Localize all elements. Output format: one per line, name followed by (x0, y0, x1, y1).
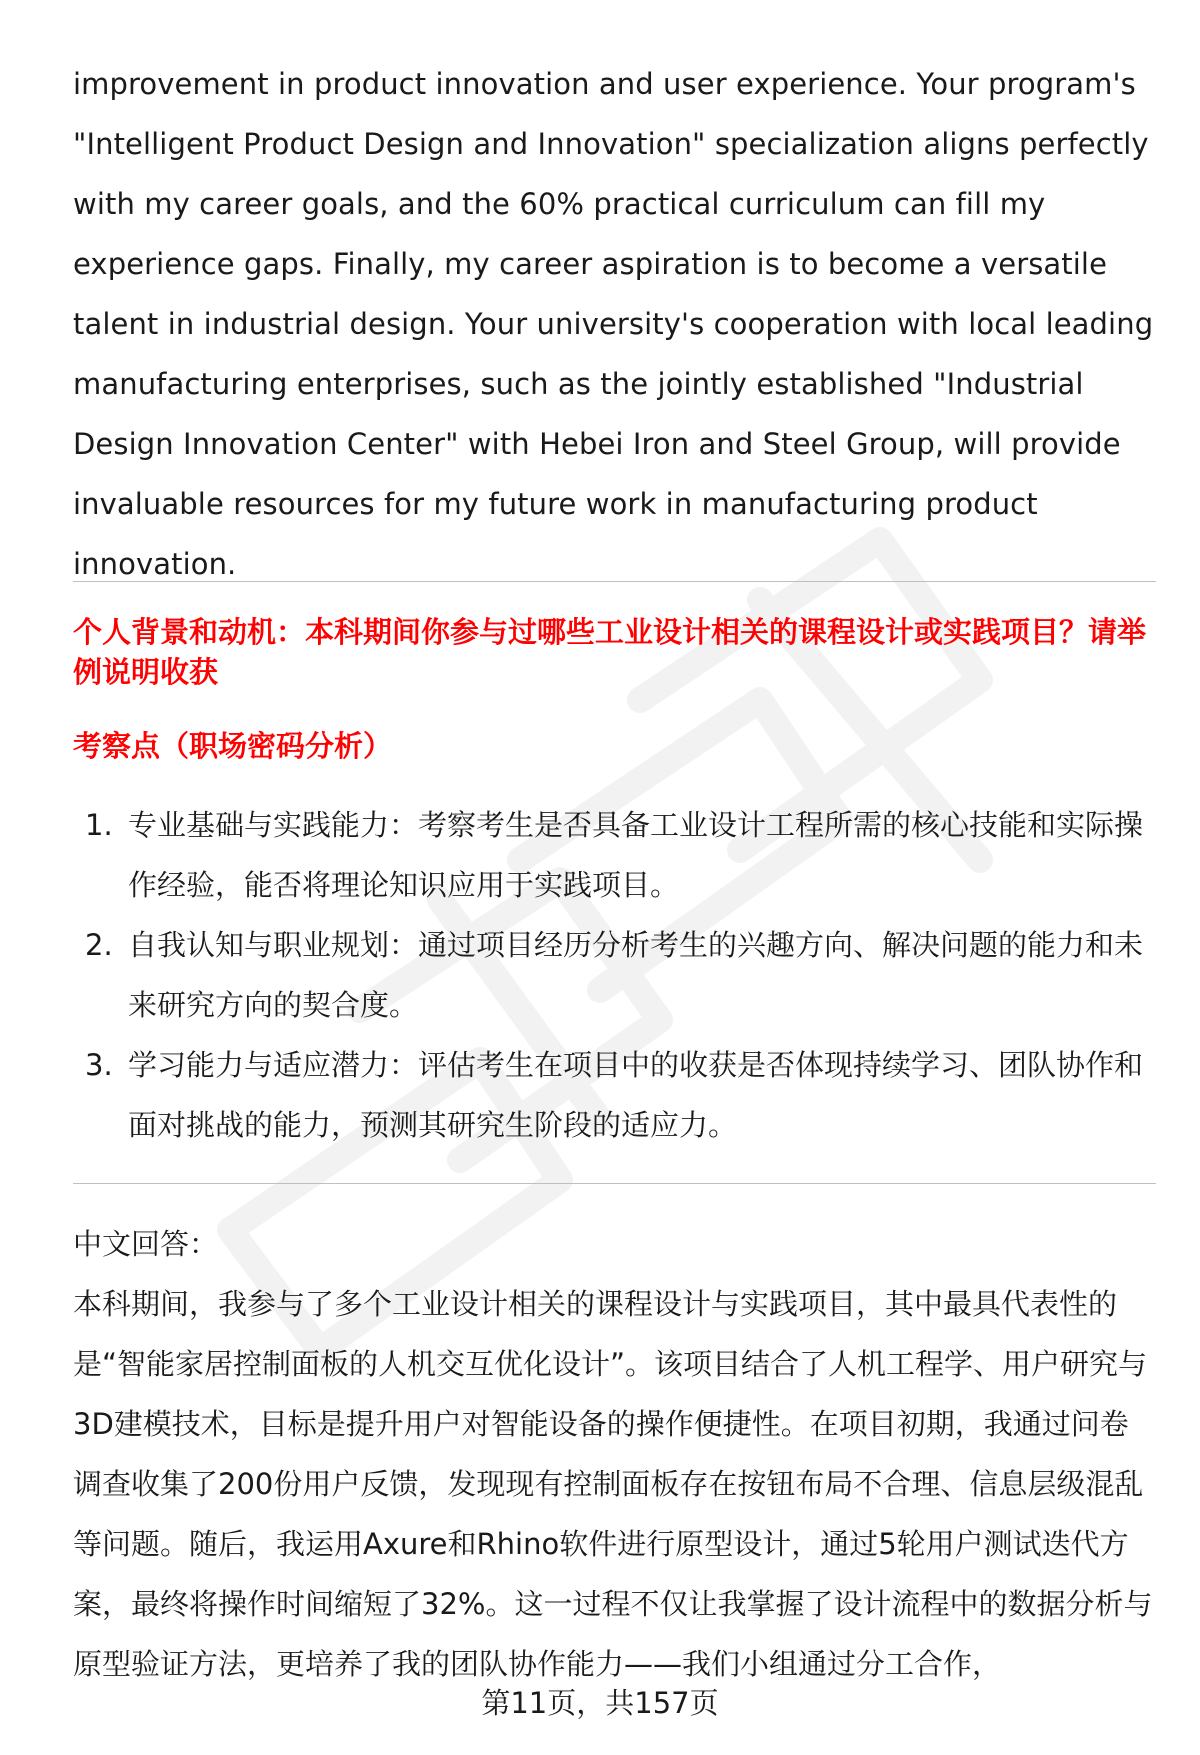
page-footer: 第11页，共157页 (481, 1686, 719, 1720)
intro-paragraph: improvement in product innovation and user experience. Your program's "Intelligent Product Design and Innovation" specialization aligns perfectly with my career goals, and the 60% practical curriculum can fill my experience gaps. Finally, my career aspiration is to become a versatile talent in industrial design. Your university's cooperation with local leading manufacturing enterprises, such as the jointly established "Industrial Design Innovation Center" with Hebei Iron and Steel Group, will provide invaluable resources for my future work in manufacturing product innovation. (73, 67, 1154, 581)
section-divider-top (73, 581, 1156, 582)
list-text: 自我认知与职业规划：通过项目经历分析考生的兴趣方向、解决问题的能力和未来研究方向的契合度。 (128, 928, 1144, 1022)
list-number: 2. (85, 928, 113, 962)
focus-points-list (73, 795, 1156, 1155)
list-item (73, 1035, 1156, 1155)
list-text: 学习能力与适应潜力：评估考生在项目中的收获是否体现持续学习、团队协作和面对挑战的能力，预测其研究生阶段的适应力。 (128, 1048, 1144, 1142)
list-number: 3. (85, 1048, 113, 1082)
list-item (73, 915, 1156, 1035)
question-title: 个人背景和动机：本科期间你参与过哪些工业设计相关的课程设计或实践项目？请举例说明收获 (73, 615, 1147, 689)
focus-heading: 考察点（职场密码分析） (73, 729, 393, 763)
answer-body: 本科期间，我参与了多个工业设计相关的课程设计与实践项目，其中最具代表性的是“智能家居控制面板的人机交互优化设计”。该项目结合了人机工程学、用户研究与3D建模技术，目标是提升用户对智能设备的操作便捷性。在项目初期，我通过问卷调查收集了200份用户反馈，发现现有控制面板存在按钮布局不合理、信息层级混乱等问题。随后，我运用Axure和Rhino软件进行原型设计，通过5轮用户测试迭代方案，最终将操作时间缩短了32%。这一过程不仅让我掌握了设计流程中的数据分析与原型验证方法，更培养了我的团队协作能力——我们小组通过分工合作， (73, 1287, 1153, 1681)
list-number: 1. (85, 808, 113, 842)
answer-label: 中文回答： (73, 1227, 219, 1261)
list-item (73, 795, 1156, 915)
list-text: 专业基础与实践能力：考察考生是否具备工业设计工程所需的核心技能和实际操作经验，能否将理论知识应用于实践项目。 (128, 808, 1144, 902)
section-divider-bottom (73, 1183, 1156, 1184)
